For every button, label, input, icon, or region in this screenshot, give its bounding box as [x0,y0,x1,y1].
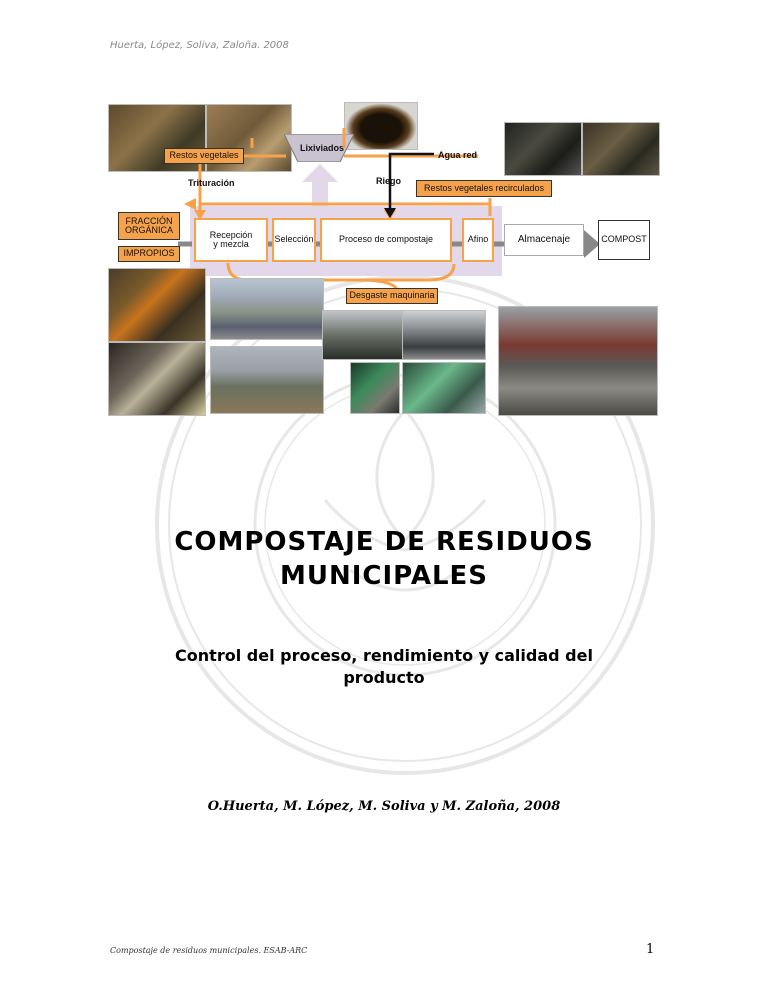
photo-organic-waste [108,268,206,342]
subtitle-line1: Control del proceso, rendimiento y calidad del [175,646,593,665]
stage-recepcion-line1: Recepción [209,229,253,240]
label-lixiviados: Lixiviados [300,143,345,153]
label-agua-red: Agua red [438,150,478,160]
stage-almacenaje: Almacenaje [504,224,584,256]
title-line2: MUNICIPALES [279,561,489,591]
box-desgaste-maquinaria: Desgaste maquinaria [346,288,438,304]
photo-impropios [108,342,206,416]
photo-composting-hall [322,310,404,360]
stage-recepcion [194,218,268,262]
subtitle-line2: producto [343,668,425,687]
stage-recepcion-line2: y mezcla [213,239,249,249]
title-line1: COMPOSTAJE DE RESIDUOS [174,527,594,557]
photo-trommel [402,362,486,414]
photo-conveyor-outdoor [210,346,324,414]
stage-compost: COMPOST [598,220,650,260]
photo-screen-green [350,362,400,414]
footer-text: Compostaje de residuos municipales. ESAB-ARC [110,946,308,955]
label-riego: Riego [376,176,402,186]
box-restos-recirculados: Restos vegetales recirculados [416,180,552,197]
photo-landfill [210,278,324,340]
document-subtitle [0,645,768,689]
box-restos-vegetales: Restos vegetales [164,148,244,164]
box-fraccion-organica: FRACCIÓN ORGÁNICA [118,212,180,240]
photo-turning-machine [402,310,486,360]
authors: O.Huerta, M. López, M. Soliva y M. Zaloña, 2008 [207,799,561,814]
stage-seleccion: Selección [272,218,316,262]
page-number: 1 [646,942,655,957]
header-citation: Huerta, López, Soliva, Zaloña. 2008 [110,40,289,51]
document-title [0,525,768,593]
label-trituracion: Trituración [188,178,235,188]
stage-proceso: Proceso de compostaje [320,218,452,262]
box-impropios: IMPROPIOS [118,246,180,262]
stage-afino: Afino [462,218,494,262]
compost-process-diagram [108,98,660,416]
photo-compost-plant [498,306,658,416]
